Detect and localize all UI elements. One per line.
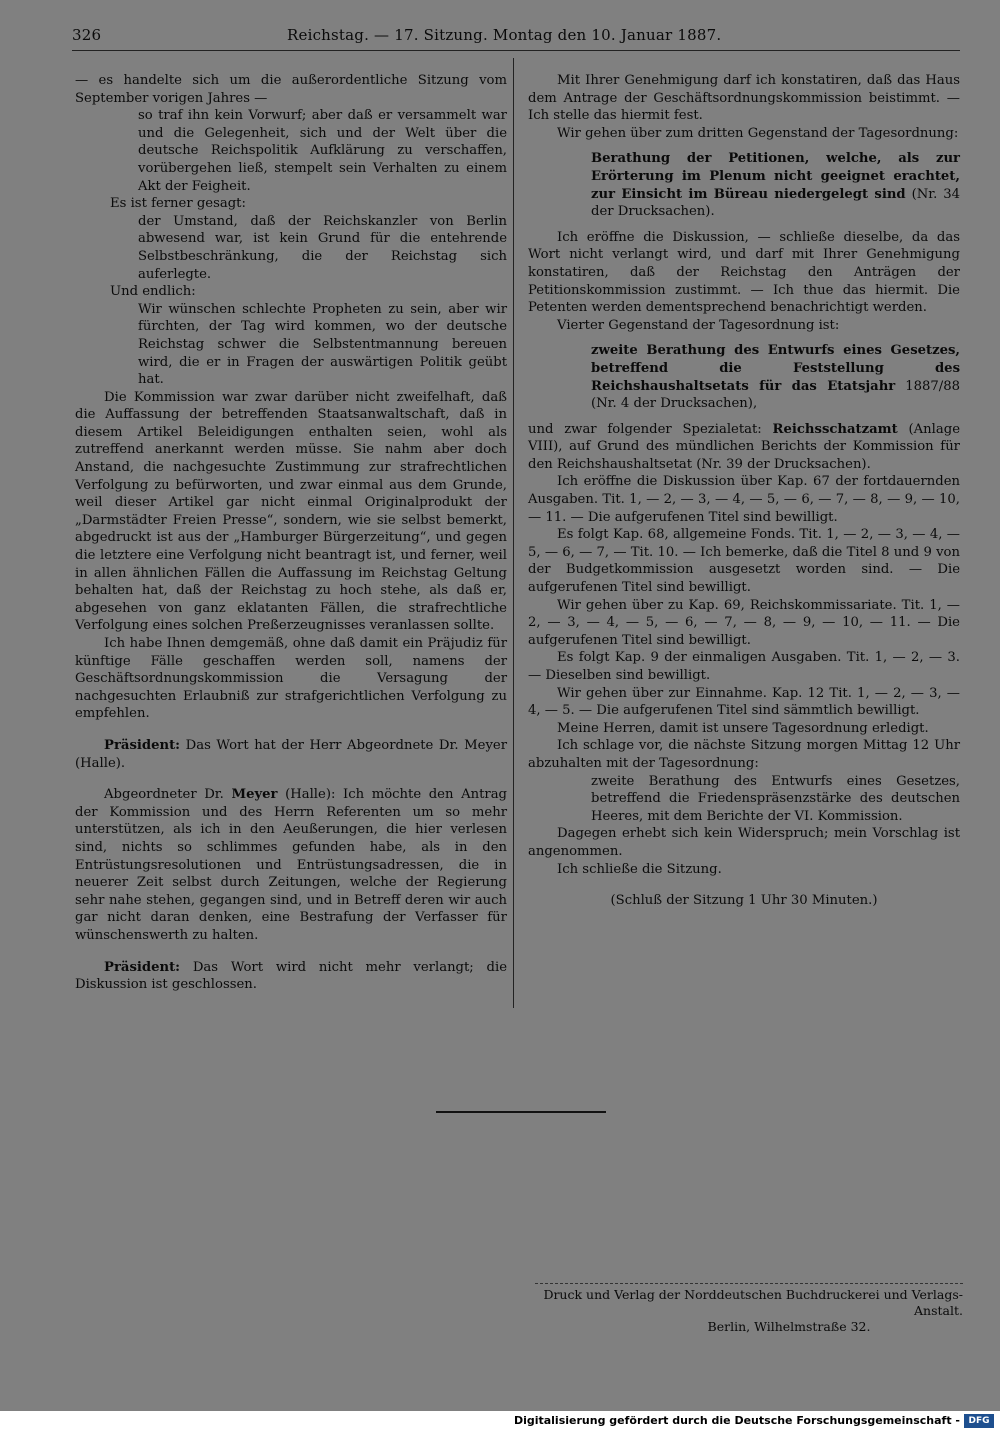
end-rule [436, 1111, 606, 1113]
spacer [75, 723, 507, 737]
quotation: der Umstand, daß der Reichskanzler von Berlin abwesend war, ist kein Grund für die entehrende Selbstbeschränkung, die der Reichstag sich auferlegte. [138, 213, 507, 282]
paragraph: Ich habe Ihnen demgemäß, ohne daß damit ein Präjudiz für künftige Fälle geschaffen werden soll, namens der Geschäftsordnungskommission die Versagung der nachgesuchten Erlaubniß zur strafgerichtlichen Verfolgung zu empfehlen. [75, 636, 507, 722]
agenda-item-note: 1887/88 (Nr. 4 der Drucksachen), [591, 378, 960, 412]
imprint [535, 1287, 963, 1335]
spacer [528, 878, 960, 892]
paragraph: Es folgt Kap. 9 der einmaligen Ausgaben. Tit. 1, — 2, — 3. — Dieselben sind bewilligt. [528, 650, 960, 683]
header-rule [72, 50, 960, 51]
quotation: Wir wünschen schlechte Propheten zu sein, aber wir fürchten, der Tag wird kommen, wo der deutsche Reichstag schwer die Selbstentmannung bereuen wird, die er in Fragen der auswärtigen Politik geübt hat. [138, 301, 507, 388]
spacer [75, 945, 507, 959]
page-header [72, 26, 960, 50]
paragraph: — es handelte sich um die außerordentliche Sitzung vom September vorigen Jahres — [75, 73, 507, 106]
right-column [528, 72, 960, 910]
paragraph: Wir gehen über zum dritten Gegenstand der Tagesordnung: [557, 125, 959, 141]
speech [75, 786, 507, 944]
paragraph: Wir gehen über zu Kap. 69, Reichskommissariate. Tit. 1, — 2, — 3, — 4, — 5, — 6, — 7, — 8, — 9, — 10, — 11. — Die aufgerufenen Titel sind bewilligt. [528, 597, 960, 648]
agenda-item-note: (Nr. 34 der Drucksachen). [591, 186, 960, 220]
budget-title: Reichsschatzamt [772, 421, 898, 437]
speech [75, 959, 507, 994]
agenda-item [591, 150, 960, 220]
page-number: 326 [72, 26, 102, 44]
quotation: so traf ihn kein Vorwurf; aber daß er versammelt war und die Gelegenheit, sich und der Welt über die deutsche Reichspolitik Aufklärung zu verschaffen, vorübergehen ließ, stempelt sein Verhalten zu einem Akt der Feigheit. [138, 108, 507, 194]
agenda-item-title: zweite Berathung des Entwurfs eines Gesetzes, betreffend die Feststellung des Reichshaushaltsetats für das Etatsjahr [591, 343, 960, 394]
paragraph: Ich eröffne die Diskussion über Kap. 67 der fortdauernden Ausgaben. Tit. 1, — 2, — 3, — 4, — 5, — 6, — 7, — 8, — 9, — 10, — 11. — Die aufgerufenen Titel sind bewilligt. [528, 474, 960, 525]
speech [75, 737, 507, 772]
paragraph: Es folgt Kap. 68, allgemeine Fonds. Tit. 1, — 2, — 3, — 4, — 5, — 6, — 7, — Tit. 10. — Ich bemerke, daß die Titel 8 und 9 von der Budgetkommission ausgesetzt worden sind. — Die aufgerufenen Titel sind bewilligt. [528, 527, 960, 596]
column-divider [513, 58, 514, 1008]
paragraph: Ich schließe die Sitzung. [557, 861, 722, 877]
dfg-logo: DFG [964, 1414, 994, 1428]
paragraph: Mit Ihrer Genehmigung darf ich konstatiren, daß das Haus dem Antrage der Geschäftsordnungskommission beistimmt. — Ich stelle das hiermit fest. [528, 73, 960, 124]
paragraph: Dagegen erhebt sich kein Widerspruch; mein Vorschlag ist angenommen. [528, 826, 960, 859]
paragraph: Die Kommission war zwar darüber nicht zweifelhaft, daß die Auffassung der betreffenden Staatsanwaltschaft, daß in diesem Artikel Beleidigungen enthalten seien, wohl als zutreffend anerkannt werden müsse. Sie nahm aber doch Anstand, die nachgesuchte Zustimmung zur strafrechtlichen Verfolgung zu befürworten, und zwar einmal aus dem Grunde, weil dieser Artikel gar nicht einmal Originalprodukt der „Darmstädter Freien Presse“, sondern, wie sie selbst bemerkt, abgedruckt ist aus der „Hamburger Bürgerzeitung“, und gegen die letztere eine Verfolgung nicht beantragt ist, und ferner, weil in allen ähnlichen Fällen die Auffassung im Reichstag Geltung behalten hat, daß der Reichstag zu hoch stehe, als daß er, abgesehen von ganz eklatanten Fällen, die strafrechtliche Verfolgung eines solchen Preßerzeugnisses veranlassen sollte. [75, 389, 507, 634]
speech-text: Das Wort hat der Herr Abgeordnete Dr. Meyer (Halle). [75, 737, 507, 771]
paragraph: Ich schlage vor, die nächste Sitzung morgen Mittag 12 Uhr abzuhalten mit der Tagesordnung: [528, 738, 960, 771]
spacer [75, 772, 507, 786]
left-column [75, 72, 507, 994]
paragraph: Wir gehen über zur Einnahme. Kap. 12 Tit. 1, — 2, — 3, — 4, — 5. — Die aufgerufenen Titel sind sämmtlich bewilligt. [528, 685, 960, 719]
closing-note: (Schluß der Sitzung 1 Uhr 30 Minuten.) [610, 893, 878, 909]
imprint-rule [535, 1283, 963, 1284]
text-run: (Anlage VIII), auf Grund des mündlichen Berichts der Kommission für den Reichshaushaltsetat (Nr. 39 der Drucksachen). [528, 421, 960, 472]
quotation: zweite Berathung des Entwurfs eines Gesetzes, betreffend die Friedenspräsenzstärke des deutschen Heeres, mit dem Berichte der VI. Kommission. [591, 773, 960, 824]
paragraph: Ich eröffne die Diskussion, — schließe dieselbe, da das Wort nicht verlangt wird, und darf mit Ihrer Genehmigung konstatiren, daß der Reichstag den Anträgen der Petitionskommission zustimmt. — Ich thue das hiermit. Die Petenten werden dementsprechend benachrichtigt werden. [528, 229, 960, 316]
paragraph [528, 421, 960, 474]
speaker-name: Präsident: [104, 737, 181, 753]
paragraph: Meine Herren, damit ist unsere Tagesordnung erledigt. [557, 720, 929, 736]
quotation-intro: Es ist ferner gesagt: [110, 196, 246, 212]
speaker-title: Abgeordneter Dr. [104, 787, 232, 803]
funding-footer [0, 1411, 1000, 1432]
quotation-intro: Und endlich: [110, 284, 196, 300]
speech-text: Das Wort wird nicht mehr verlangt; die Diskussion ist geschlossen. [75, 959, 507, 993]
agenda-item [591, 342, 960, 412]
imprint-address: Berlin, Wilhelmstraße 32. [707, 1319, 871, 1334]
funding-notice: Digitalisierung gefördert durch die Deutsche Forschungsgemeinschaft - [513, 1414, 960, 1427]
speaker-name: Präsident: [104, 959, 181, 975]
speaker-name: Meyer [231, 787, 278, 803]
text-run: und zwar folgender Spezialetat: [528, 421, 773, 437]
paragraph: Vierter Gegenstand der Tagesordnung ist: [557, 317, 840, 333]
imprint-publisher: Druck und Verlag der Norddeutschen Buchdruckerei und Verlags-Anstalt. [543, 1287, 963, 1318]
agenda-item-title: Berathung der Petitionen, welche, als zur Erörterung im Plenum nicht geeignet erachtet, zur Einsicht im Büreau niedergelegt sind [591, 151, 960, 202]
running-head: Reichstag. — 17. Sitzung. Montag den 10. Januar 1887. [287, 26, 722, 44]
speech-text: (Halle): Ich möchte den Antrag der Kommission und des Herrn Referenten um so mehr unterstützen, als ich in den Aeußerungen, die hier verlesen sind, nichts so schlimmes gefunden habe, als in den Entrüstungsresolutionen und Entrüstungsadressen, die in neuerer Zeit selbst durch Zeitungen, welche der Regierung sehr nahe stehen, gegangen sind, und in Betreff deren wir auch gar nicht daran denken, eine Bestrafung der Verfasser für wünschenswerth zu halten. [75, 787, 507, 943]
